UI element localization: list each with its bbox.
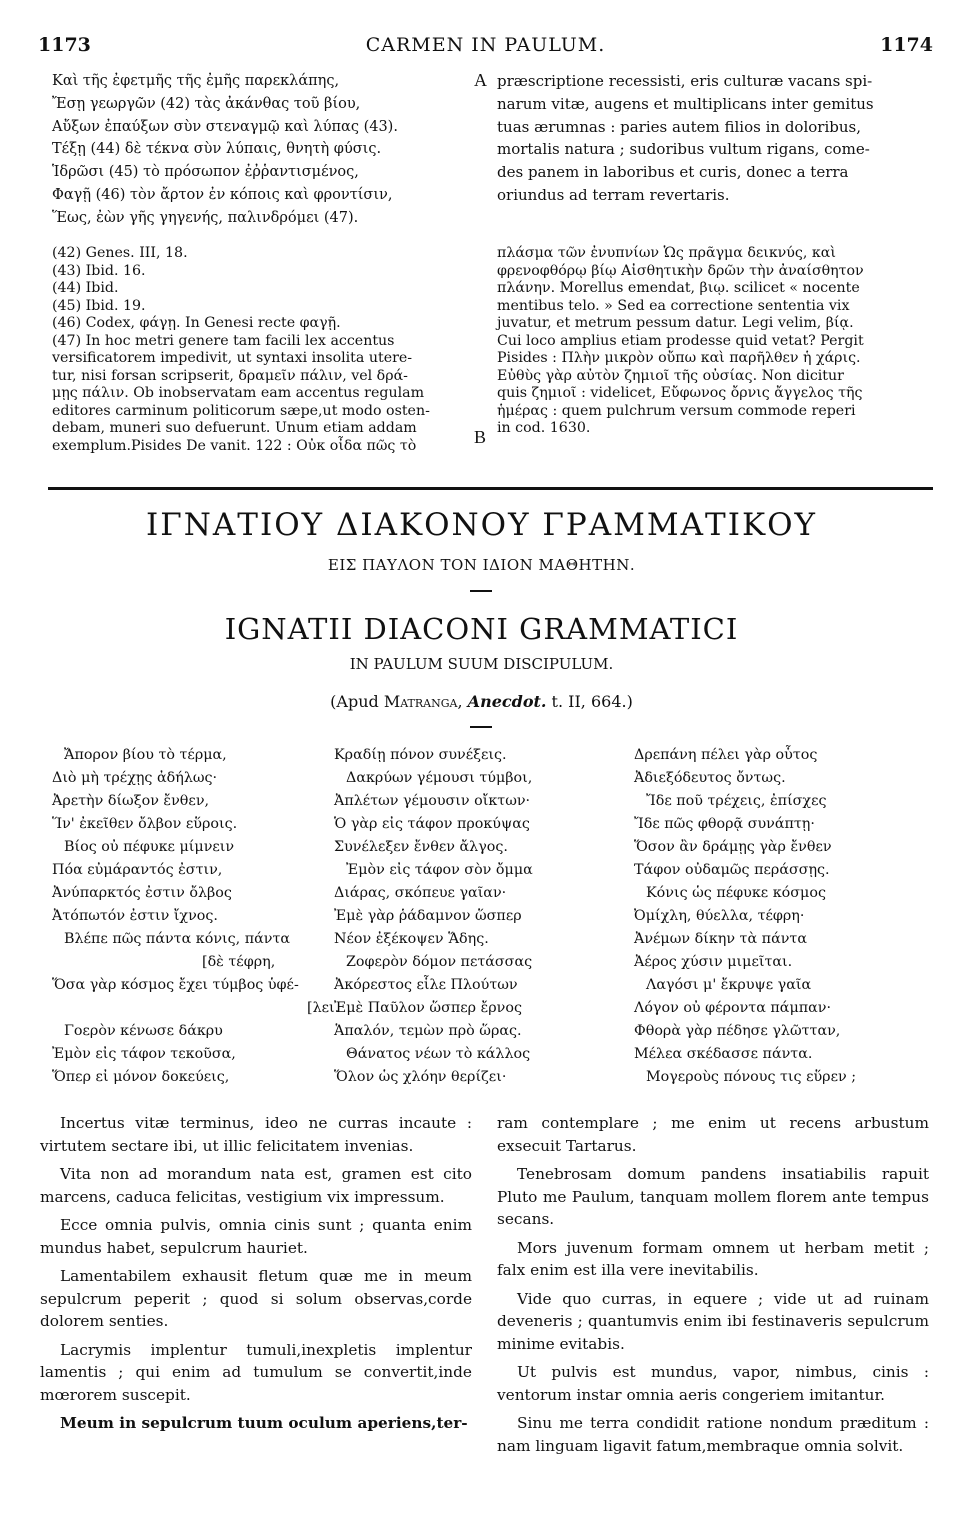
footnote-line: juvatur, et metrum pessum datur. Legi velim, βίᾳ. — [497, 315, 854, 331]
verse-line: Δακρύων γέμουσι τύμβοι, — [346, 770, 533, 786]
footnote-line: πλάσμα τῶν ἐνυπνίων Ὡς πρᾶγμα δεικνύς, καὶ — [497, 245, 836, 261]
running-title: CARMEN IN PAULUM. — [365, 34, 606, 56]
greek-subtitle: ΕΙΣ ΠΑΥΛΟΝ ΤΟΝ ΙΔΙΟΝ ΜΑΘΗΤΗΝ. — [327, 556, 636, 574]
footnote-line: versificatorem impedivit, ut syntaxi insolita utere- — [52, 350, 413, 366]
verse-line: Ζοφερὸν δόμον πετάσσας — [346, 954, 533, 970]
text-line: tuas ærumnas : paries autem filios in doloribus, — [497, 117, 861, 136]
paragraph: Lamentabilem exhausit fletum quæ me in meum sepulcrum peperit ; quod si solum observas,corde dolorem senties. — [40, 1267, 472, 1330]
citation-work: Anecdot. — [467, 692, 547, 711]
verse-line: Ἴδε πῶς φθορᾷ συνάπτῃ· — [634, 816, 815, 832]
verse-line: Φθορὰ γὰρ πέδησε γλῶτταν, — [634, 1023, 841, 1039]
verse-line: Ὅσον ἂν δράμῃς γὰρ ἔνθεν — [634, 839, 832, 855]
paragraph: ram contemplare ; me enim ut recens arbustum exsecuit Tartarus. — [497, 1114, 929, 1155]
footnote-line: debam, muneri suo defuerunt. Unum etiam addam — [52, 420, 417, 436]
title-dash — [470, 590, 492, 592]
verse-line: Διὸ μὴ τρέχῃς ἀδήλως· — [52, 770, 218, 786]
latin-translation-right — [497, 1112, 929, 1463]
paragraph: Mors juvenum formam omnem ut herbam metit ; falx enim est illa vere inevitabilis. — [497, 1238, 929, 1279]
greek-title: ΙΓΝΑΤΙΟΥ ΔΙΑΚΟΝΟΥ ΓΡΑΜΜΑΤΙΚΟΥ — [146, 507, 817, 543]
text-line: oriundus ad terram revertaris. — [497, 185, 730, 204]
footnote-line: mentibus telo. » Sed ea correctione sententia vix — [497, 297, 850, 314]
greek-verse-block-top — [52, 70, 472, 230]
verse-line: Βίος οὐ πέφυκε μίμνειν — [64, 839, 235, 855]
verse-line: Ὁ γὰρ εἰς τάφον προκύψας — [334, 816, 530, 832]
verse-line: Ἐμὲ γὰρ ῥάδαμνον ὥσπερ — [334, 908, 522, 924]
verse-line: Ἀνέμων δίκην τὰ πάντα — [634, 931, 807, 947]
footnote-line: Εὐθὺς γὰρ αὐτὸν ζημιοῖ τῆς οὐσίας. Non dicitur — [497, 367, 844, 384]
footnote-line: (46) Codex, φάγῃ. In Genesi recte φαγῇ. — [52, 315, 341, 331]
greek-poem-column-2 — [334, 744, 634, 1089]
citation-sep: , — [457, 692, 468, 711]
footnote-line: editores carminum politicorum sæpe,ut modo osten- — [52, 402, 430, 419]
verse-line: Ἀδιεξόδευτος ὄντως. — [634, 770, 786, 786]
paragraph: Vita non ad morandum nata est, gramen est cito marcens, caduca felicitas, vestigium vix impressum. — [40, 1165, 472, 1206]
paragraph: Incertus vitæ terminus, ideo ne curras incaute : virtutem sectare ibi, ut illic felicitatem invenias. — [40, 1114, 472, 1155]
verse-line: Ὅσα γὰρ κόσμος ἔχει τύμβος ὑφέ- — [52, 977, 299, 993]
verse-line: Καὶ τῆς ἐφετμῆς τῆς ἐμῆς παρεκλάπης, — [52, 73, 340, 89]
paragraph: Ecce omnia pulvis, omnia cinis sunt ; quanta enim mundus habet, sepulcrum hauriet. — [40, 1216, 472, 1257]
verse-line: Ὅπερ εἰ μόνον δοκεύεις, — [52, 1069, 230, 1085]
verse-line: Δρεπάνη πέλει γὰρ οὗτος — [634, 747, 818, 763]
verse-line: Ὀμίχλη, θύελλα, τέφρη· — [634, 908, 805, 924]
footnote-line: (43) Ibid. 16. — [52, 262, 146, 279]
latin-translation-top — [497, 70, 929, 207]
paragraph: Meum in sepulcrum tuum oculum aperiens,ter- — [60, 1414, 468, 1432]
footnote-line: φρενοφθόρῳ βίῳ Αἰσθητικὴν δρῶν τὴν ἀναίσθητον — [497, 262, 864, 279]
margin-letter-b: B — [474, 427, 487, 447]
paragraph: Ut pulvis est mundus, vapor, nimbus, cinis : ventorum instar omnia aeris congeriem imitantur. — [497, 1363, 929, 1404]
paragraph: Vide quo curras, in equere ; vide ut ad ruinam deveneris ; quantumvis enim ibi festinaveris sepulcrum minime evitabis. — [497, 1289, 929, 1353]
verse-line: Ἀρετὴν δίωξον ἔνθεν, — [52, 793, 210, 809]
verse-line: Ἀπλέτων γέμουσιν οἴκτων· — [334, 793, 531, 809]
greek-poem-column-3 — [634, 744, 934, 1089]
footnote-line: (42) Genes. III, 18. — [52, 245, 188, 261]
verse-line: Λαγόσι μ' ἔκρυψε γαῖα — [646, 977, 812, 993]
latin-title: IGNATII DIACONI GRAMMATICI — [224, 612, 739, 646]
verse-line: Ἀτόπωτόν ἐστιν ἴχνος. — [52, 908, 218, 924]
footnote-line: exemplum.Pisides De vanit. 122 : Οὐκ οἶδα πῶς τὸ — [52, 437, 417, 454]
latin-translation-left — [40, 1112, 472, 1441]
verse-line: Αὔξων ἐπαύξων σὺν στεναγμῷ καὶ λύπας (43). — [52, 118, 398, 135]
citation-rest: t. II, 664.) — [546, 692, 633, 711]
footnotes-left — [52, 245, 472, 455]
verse-line: Ἵν' ἐκεῖθεν ὄλβον εὕροις. — [52, 816, 238, 832]
footnote-line: ἡμέρας : quem pulchrum versum commode reperi — [497, 402, 856, 419]
verse-line: Μογεροὺς πόνους τις εὕρεν ; — [646, 1069, 857, 1085]
verse-line: Ἴδε ποῦ τρέχεις, ἐπίσχες — [646, 793, 827, 809]
verse-line: Θάνατος νέων τὸ κάλλος — [346, 1046, 531, 1062]
verse-line: Βλέπε πῶς πάντα κόνις, πάντα — [64, 931, 291, 947]
footnote-line: (45) Ibid. 19. — [52, 297, 146, 314]
footnote-line: (47) In hoc metri genere tam facili lex accentus — [52, 332, 395, 349]
verse-line: Ἐμὲ Παῦλον ὥσπερ ἔρνος — [334, 1000, 522, 1016]
footnote-line: Pisides : Πλὴν μικρὸν οὔπω καὶ παρῆλθεν ἡ χάρις. — [497, 350, 861, 366]
footnote-line: Cui loco amplius etiam prodesse quid vetat? Pergit — [497, 332, 864, 349]
paragraph: Tenebrosam domum pandens insatiabilis rapuit Pluto me Paulum, tanquam mollem florem ante tempus secans. — [497, 1165, 929, 1228]
greek-poem-column-1 — [52, 744, 342, 1089]
footnote-line: in cod. 1630. — [497, 420, 591, 436]
page-number-left: 1173 — [38, 34, 91, 56]
citation-author: Matranga — [383, 692, 458, 711]
verse-line: Ἄπορον βίου τὸ τέρμα, — [64, 747, 227, 763]
footnote-line: πλάνην. Morellus emendat, βιῳ. scilicet « nocente — [497, 280, 860, 296]
source-citation — [0, 692, 963, 711]
latin-subtitle: IN PAULUM SUUM DISCIPULUM. — [349, 655, 614, 673]
verse-line: Κραδίῃ πόνον συνέξεις. — [334, 747, 507, 763]
verse-line: Ὅλον ὡς χλόην θερίζει· — [334, 1069, 507, 1085]
verse-line: Τέξῃ (44) δὲ τέκνα σὺν λύπαις, θνητὴ φύσις. — [52, 141, 382, 158]
verse-line: Ἔσῃ γεωργῶν (42) τὰς ἀκάνθας τοῦ βίου, — [52, 95, 361, 112]
verse-line: Ἀνύπαρκτός ἐστιν ὄλβος — [52, 885, 232, 901]
verse-line: Ἱδρῶσι (45) τὸ πρόσωπον ἐῤῥαντισμένος, — [52, 164, 359, 181]
paragraph: Sinu me terra condidit ratione nondum præditum : nam linguam ligavit fatum,membraque omnia solvit. — [497, 1414, 929, 1455]
verse-line: Ἕως, ἐὼν γῆς γηγενής, παλινδρόμει (47). — [52, 209, 359, 226]
title-dash — [470, 726, 492, 728]
text-line: mortalis natura ; sudoribus vultum rigans, come- — [497, 140, 870, 159]
verse-line-continuation: [δὲ τέφρη, — [202, 954, 276, 970]
footnote-line: (44) Ibid. — [52, 280, 119, 296]
footnotes-right — [497, 245, 929, 438]
verse-line: Νέον ἐξέκοψεν Ἅδης. — [334, 931, 489, 947]
text-line: narum vitæ, augens et multiplicans inter gemitus — [497, 94, 874, 113]
running-header — [38, 34, 933, 58]
verse-line: Ἀέρος χύσιν μιμεῖται. — [634, 954, 793, 970]
page-number-right: 1174 — [880, 34, 933, 56]
verse-line: Λόγον οὐ φέροντα πάμπαν· — [634, 1000, 832, 1016]
verse-line: Μέλεα σκέδασσε πάντα. — [634, 1046, 813, 1062]
verse-line: Ἐμὸν εἰς τάφον σὸν ὄμμα — [346, 862, 533, 878]
verse-line: Κόνις ὡς πέφυκε κόσμος — [646, 885, 826, 901]
paragraph: Lacrymis implentur tumuli,inexpletis implentur lamentis ; qui enim ad tumulum se convertit,inde mœrorem suscepit. — [40, 1340, 472, 1404]
verse-line: Ἐμὸν εἰς τάφον τεκοῦσα, — [52, 1046, 236, 1062]
verse-line: Πόα εὐμάραντός ἐστιν, — [52, 862, 223, 878]
footnote-line: μῃς πάλιν. Ob inobservatam eam accentus regulam — [52, 385, 425, 401]
verse-line: Τάφον οὐδαμῶς περάσσῃς. — [634, 862, 830, 878]
verse-line: Ἀκόρεστος εἷλε Πλούτων — [334, 977, 518, 993]
verse-line: Φαγῇ (46) τὸν ἄρτον ἐν κόποις καὶ φροντίσιν, — [52, 186, 393, 203]
verse-line-continuation: [λει. — [307, 1000, 340, 1016]
citation-open: (Apud — [330, 692, 384, 711]
text-line: des panem in laboribus et curis, donec a terra — [497, 163, 849, 182]
verse-line: Διάρας, σκόπευε γαῖαν· — [334, 885, 507, 901]
footnote-line: tur, nisi forsan scripserit, δραμεῖν πάλιν, vel δρά- — [52, 367, 408, 384]
margin-letter-a: A — [474, 70, 487, 90]
text-line: præscriptione recessisti, eris culturæ vacans spi- — [497, 72, 873, 90]
section-divider-rule — [48, 487, 933, 490]
footnote-line: quis ζημιοῖ : videlicet, Εὔφωνος ὄρνις ἄγγελος τῆς — [497, 385, 863, 401]
verse-line: Ἁπαλόν, τεμὼν πρὸ ὥρας. — [334, 1023, 522, 1039]
verse-line: Συνέλεξεν ἔνθεν ἄλγος. — [334, 839, 508, 855]
verse-line: Γοερὸν κένωσε δάκρυ — [64, 1023, 223, 1039]
